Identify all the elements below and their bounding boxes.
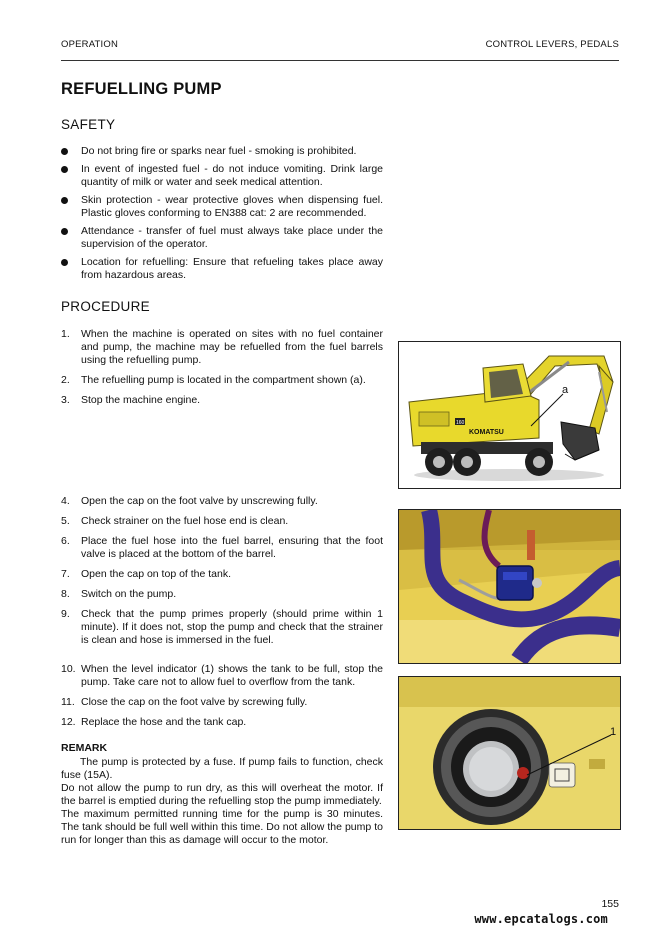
step-text: Check that the pump primes properly (should prime within 1 minute). If it does not, stop the pump and check that the strainer is clean and hose is immersed in the fuel. — [81, 608, 383, 646]
step-number: 2. — [61, 374, 70, 386]
step-number: 3. — [61, 394, 70, 406]
model-badge-text: 160 — [456, 420, 465, 426]
procedure-step — [61, 568, 383, 581]
step-text: Replace the hose and the tank cap. — [81, 716, 247, 728]
step-text: Stop the machine engine. — [81, 394, 201, 406]
procedure-step — [61, 495, 383, 508]
step-number: 5. — [61, 515, 70, 527]
step-text: When the machine is operated on sites with no fuel container and pump, the machine may be refuelled from the fuel barrels using the refuelling pump. — [81, 328, 383, 366]
step-number: 12. — [61, 716, 76, 728]
pump-body — [497, 566, 533, 600]
step-text: The refuelling pump is located in the compartment shown (a). — [81, 374, 366, 386]
safety-item — [61, 225, 383, 251]
step-text: Check strainer on the fuel hose end is clean. — [81, 515, 289, 527]
step-number: 10. — [61, 663, 76, 675]
pump-compartment-illustration — [399, 510, 620, 663]
procedure-heading: PROCEDURE — [61, 299, 150, 314]
safety-list — [61, 145, 383, 287]
safety-item-text: Skin protection - wear protective gloves when dispensing fuel. Plastic gloves conforming to EN388 cat: 2 are recommended. — [81, 194, 383, 219]
step-text: When the level indicator (1) shows the tank to be full, stop the pump. Take care not to allow fuel to overflow from the tank. — [81, 663, 383, 688]
procedure-step — [61, 515, 383, 528]
step-text: Open the cap on the foot valve by unscrewing fully. — [81, 495, 318, 507]
safety-item-text: In event of ingested fuel - do not induce vomiting. Drink large quantity of milk or water and seek medical attention. — [81, 163, 383, 188]
safety-item — [61, 194, 383, 220]
header-section-label: OPERATION — [61, 39, 119, 50]
header-chapter-label: CONTROL LEVERS, PEDALS — [485, 39, 619, 50]
step-number: 8. — [61, 588, 70, 600]
safety-item-text: Attendance - transfer of fuel must always take place under the supervision of the operator. — [81, 225, 383, 250]
step-text: Switch on the pump. — [81, 588, 177, 600]
step-number: 11. — [61, 696, 75, 708]
remark-heading: REMARK — [61, 742, 108, 754]
step-text: Place the fuel hose into the fuel barrel, ensuring that the foot valve is placed at the bottom of the barrel. — [81, 535, 383, 560]
procedure-step — [61, 394, 383, 407]
procedure-steps-group-1 — [61, 328, 383, 414]
tank-illustration — [399, 677, 620, 829]
safety-item — [61, 256, 383, 282]
procedure-steps-group-2 — [61, 495, 383, 654]
bullet-icon — [61, 228, 68, 235]
step-number: 1. — [61, 328, 70, 340]
step-number: 9. — [61, 608, 70, 620]
page-title: REFUELLING PUMP — [61, 80, 222, 98]
procedure-step — [61, 535, 383, 561]
safety-item — [61, 145, 383, 158]
step-number: 7. — [61, 568, 70, 580]
safety-heading: SAFETY — [61, 117, 116, 132]
page-number: 155 — [601, 898, 619, 910]
remark-body — [61, 756, 383, 847]
level-indicator — [517, 767, 529, 779]
safety-item — [61, 163, 383, 189]
step-text: Open the cap on top of the tank. — [81, 568, 232, 580]
safety-item-text: Location for refuelling: Ensure that refueling takes place away from hazardous areas. — [81, 256, 383, 281]
procedure-step — [61, 588, 383, 601]
bullet-icon — [61, 148, 68, 155]
bullet-icon — [61, 197, 68, 204]
procedure-step — [61, 328, 383, 367]
callout-label-1: 1 — [610, 726, 617, 738]
procedure-step — [61, 374, 383, 387]
step-number: 4. — [61, 495, 70, 507]
bullet-icon — [61, 259, 68, 266]
procedure-step — [61, 716, 383, 729]
step-text: Close the cap on the foot valve by screwing fully. — [81, 696, 308, 708]
pump-compartment-photo — [398, 509, 621, 664]
procedure-step — [61, 696, 383, 709]
remark-paragraph: The pump is protected by a fuse. If pump fails to function, check fuse (15A). — [61, 756, 383, 781]
brand-logo-text: KOMATSU — [469, 429, 504, 436]
tank-level-indicator-photo — [398, 676, 621, 830]
remark-paragraph: Do not allow the pump to run dry, as this will overheat the motor. If the barrel is emptied during the refuelling stop the pump immediately. — [61, 782, 383, 807]
callout-label-a: a — [562, 384, 569, 396]
safety-item-text: Do not bring fire or sparks near fuel - smoking is prohibited. — [81, 145, 357, 157]
bullet-icon — [61, 166, 68, 173]
header-divider — [61, 60, 619, 61]
excavator-illustration — [399, 342, 620, 488]
procedure-steps-group-3 — [61, 663, 383, 736]
procedure-step — [61, 663, 383, 689]
remark-paragraph: The maximum permitted running time for the pump is 30 minutes. The tank should be full well within this time. Do not allow the pump to run for longer than this as damage will occur to the motor. — [61, 808, 383, 846]
procedure-step — [61, 608, 383, 647]
step-number: 6. — [61, 535, 70, 547]
watermark-url: www.epcatalogs.com — [474, 912, 608, 926]
excavator-photo — [398, 341, 621, 489]
